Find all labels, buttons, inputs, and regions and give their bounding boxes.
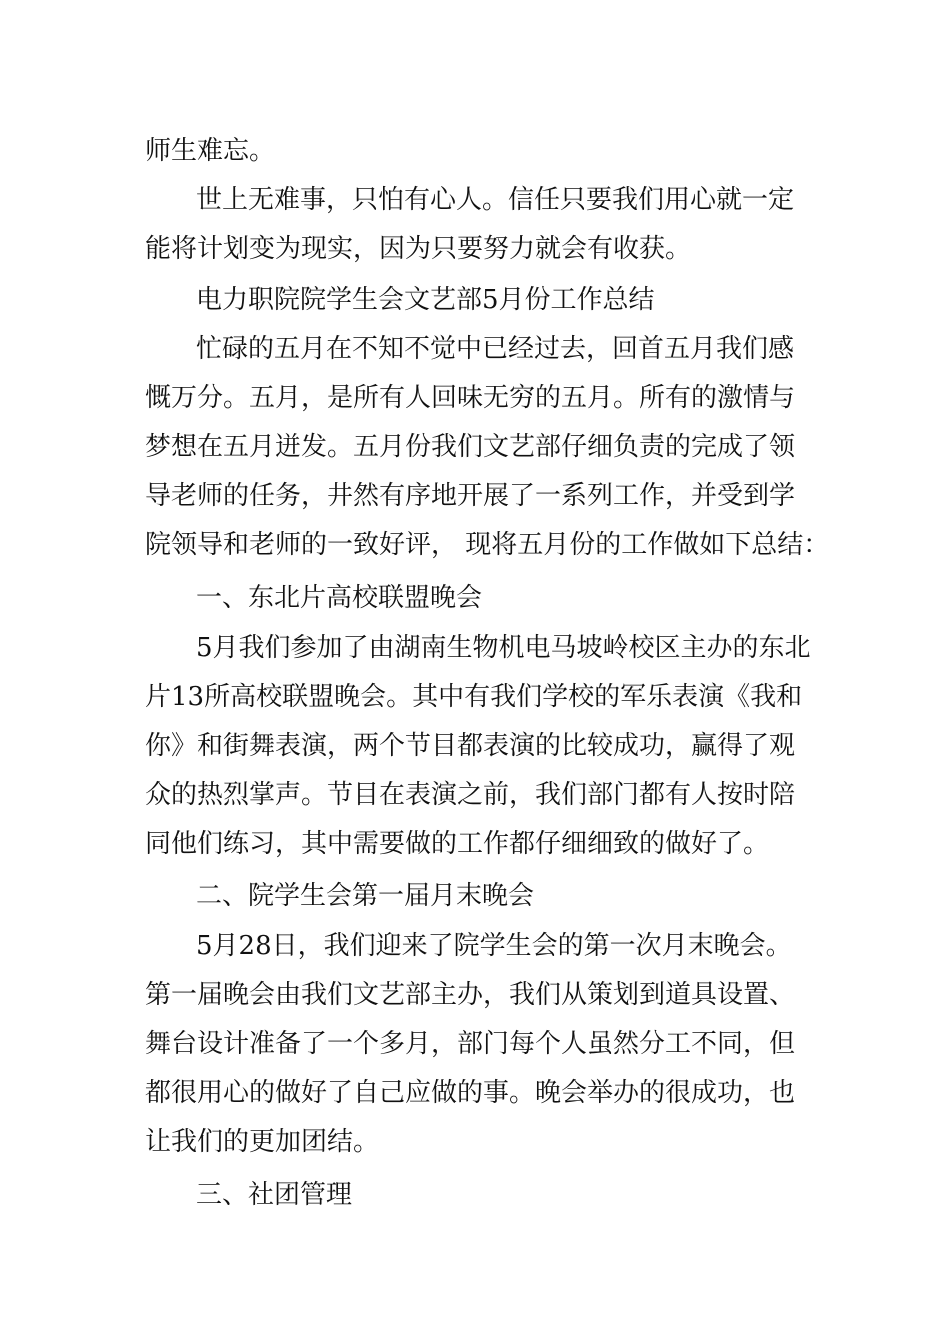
text-line: 片13所高校联盟晚会。其中有我们学校的军乐表演《我和 xyxy=(145,682,803,712)
text-line: 你》和街舞表演，两个节目都表演的比较成功，赢得了观 xyxy=(145,731,796,761)
text-line: 5月我们参加了由湖南生物机电马坡岭校区主办的东北 xyxy=(196,633,811,663)
text-line: 舞台设计准备了一个多月，部门每个人虽然分工不同，但 xyxy=(145,1029,796,1059)
text-line: 让我们的更加团结。 xyxy=(145,1127,380,1157)
section-title: 电力职院院学生会文艺部5月份工作总结 xyxy=(196,285,655,315)
text-line: 慨万分。五月，是所有人回味无穷的五月。所有的激情与 xyxy=(145,383,796,413)
text-line: 第一届晚会由我们文艺部主办，我们从策划到道具设置、 xyxy=(145,980,796,1010)
text-line: 师生难忘。 xyxy=(145,136,276,166)
text-line: 世上无难事，只怕有心人。信任只要我们用心就一定 xyxy=(196,185,795,215)
text-line: 院领导和老师的一致好评， 现将五月份的工作做如下总结： xyxy=(145,530,830,560)
text-line: 梦想在五月迸发。五月份我们文艺部仔细负责的完成了领 xyxy=(145,432,796,462)
text-line: 忙碌的五月在不知不觉中已经过去，回首五月我们感 xyxy=(196,334,795,364)
text-line: 导老师的任务，井然有序地开展了一系列工作，并受到学 xyxy=(145,481,796,511)
section-heading: 三、社团管理 xyxy=(196,1180,353,1210)
text-line: 众的热烈掌声。节目在表演之前，我们部门都有人按时陪 xyxy=(145,780,796,810)
section-heading: 二、院学生会第一届月末晚会 xyxy=(196,881,535,911)
text-line: 都很用心的做好了自己应做的事。晚会举办的很成功，也 xyxy=(145,1078,796,1108)
text-line: 同他们练习，其中需要做的工作都仔细细致的做好了。 xyxy=(145,829,770,859)
text-line: 5月28日，我们迎来了院学生会的第一次月末晚会。 xyxy=(196,931,792,961)
text-line: 能将计划变为现实，因为只要努力就会有收获。 xyxy=(145,234,692,264)
section-heading: 一、东北片高校联盟晚会 xyxy=(196,583,483,613)
